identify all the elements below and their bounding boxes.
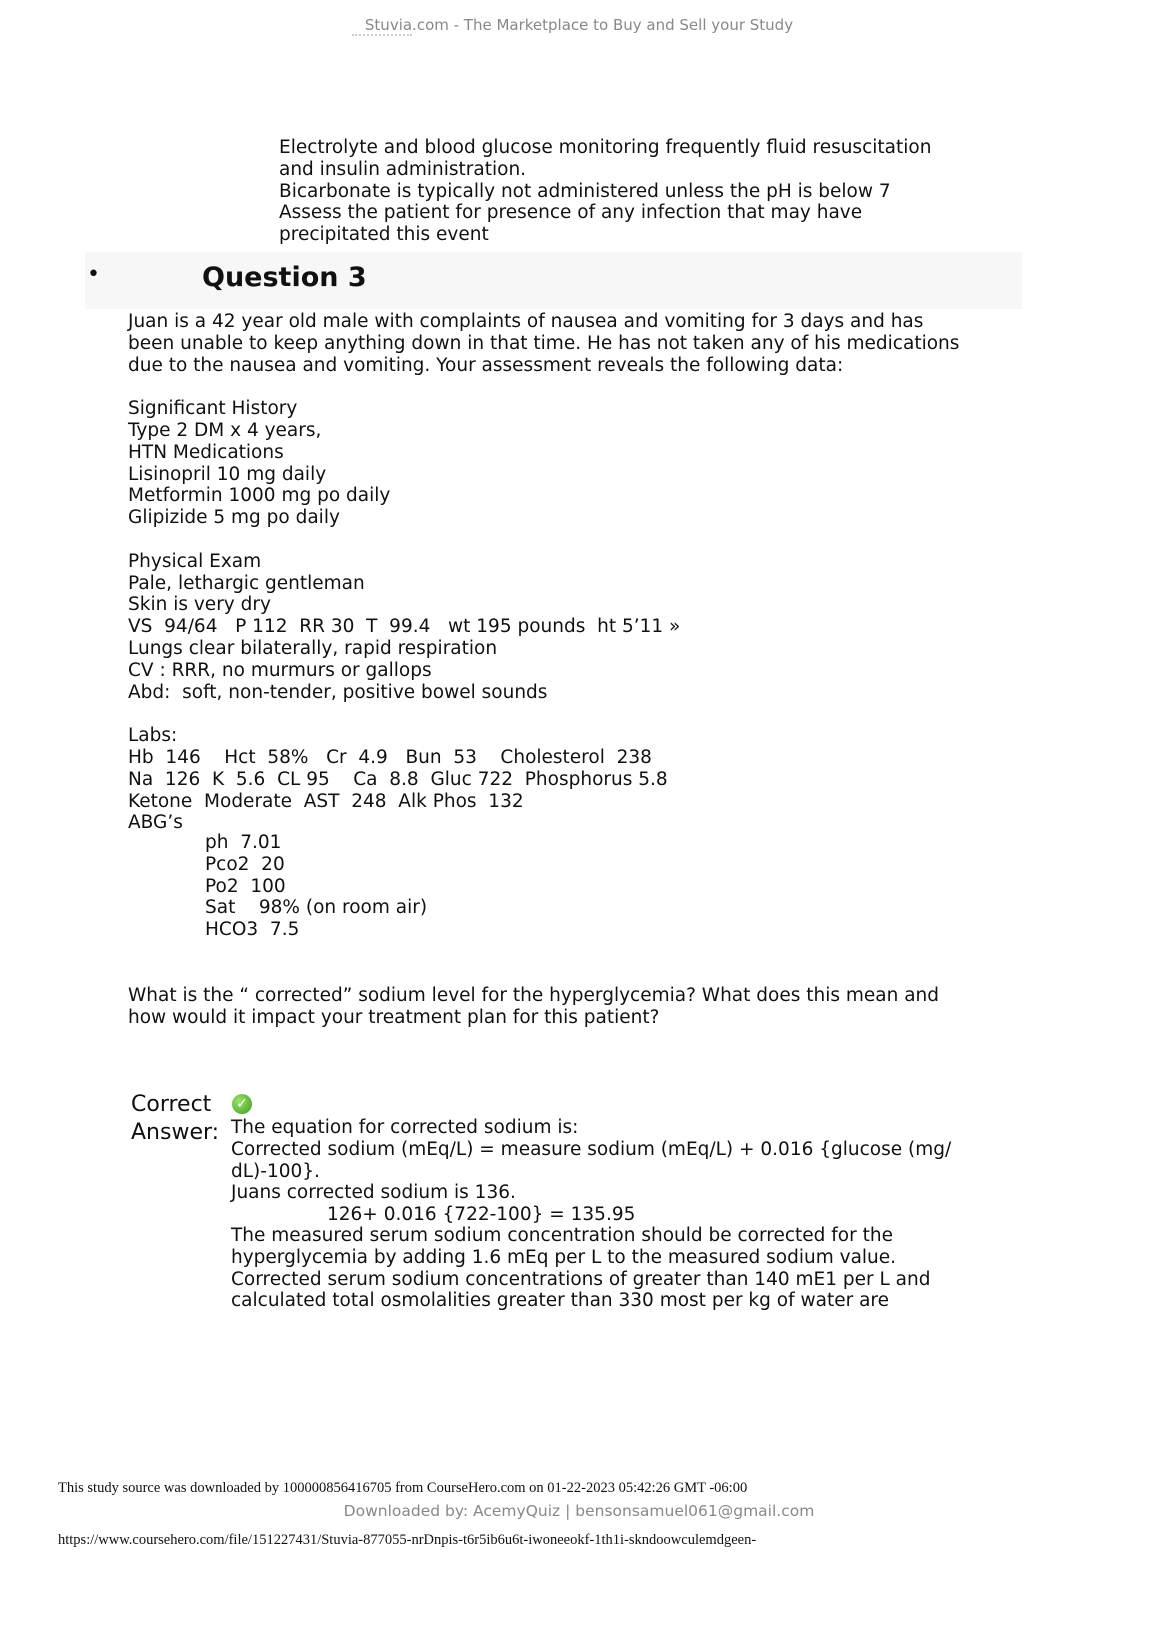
text-line: Juans corrected sodium is 136. bbox=[231, 1182, 516, 1204]
text-line: hyperglycemia by adding 1.6 mEq per L to the measured sodium value. bbox=[231, 1246, 897, 1268]
bullet: • bbox=[87, 262, 100, 287]
text-line: Juan is a 42 year old male with complaints of nausea and vomiting for 3 days and has bbox=[128, 311, 924, 332]
text-line: Corrected serum sodium concentrations of greater than 140 mE1 per L and bbox=[231, 1268, 931, 1290]
answer-explanation bbox=[231, 1225, 930, 1312]
text-line: Lisinopril 10 mg daily bbox=[128, 463, 327, 485]
question-prompt bbox=[128, 985, 939, 1029]
text-line: Significant History bbox=[128, 398, 298, 420]
text-line: ABG’s bbox=[128, 812, 183, 834]
text-line: Lungs clear bilaterally, rapid respiration bbox=[128, 637, 498, 659]
footer-source: This study source was downloaded by 100000856416705 from CourseHero.com on 01-22-2023 05:42:26 GMT -06:00 bbox=[58, 1480, 748, 1496]
text-line: Na 126 K 5.6 CL 95 Ca 8.8 Gluc 722 Phosphorus 5.8 bbox=[128, 768, 668, 790]
text-line: been unable to keep anything down in that time. He has not taken any of his medications bbox=[128, 332, 960, 354]
footer-url[interactable]: https://www.coursehero.com/file/151227431/Stuvia-877055-nrDnpis-t6r5ib6u6t-iwoneeokf-1th1i-skndoowculemdgeen- bbox=[58, 1532, 757, 1548]
text-line: Ketone Moderate AST 248 Alk Phos 132 bbox=[128, 790, 524, 812]
text-line: The equation for corrected sodium is: bbox=[231, 1117, 579, 1138]
text-line: Hb 146 Hct 58% Cr 4.9 Bun 53 Cholesterol 238 bbox=[128, 746, 652, 768]
text-line: Skin is very dry bbox=[128, 594, 271, 616]
check-circle-icon: ✓ bbox=[232, 1094, 252, 1114]
text-line: precipitated this event bbox=[279, 224, 489, 246]
text-line: Glipizide 5 mg po daily bbox=[128, 507, 340, 529]
text-line: how would it impact your treatment plan for this patient? bbox=[128, 1006, 660, 1028]
text-line bbox=[128, 376, 959, 398]
text-line: Bicarbonate is typically not administered unless the pH is below 7 bbox=[279, 180, 891, 202]
header-watermark: Stuvia.com - The Marketplace to Buy and Sell your Study bbox=[364, 16, 794, 34]
text-line: HCO3 7.5 bbox=[205, 919, 300, 941]
text-line bbox=[128, 703, 959, 725]
text-line: Po2 100 bbox=[205, 875, 286, 897]
answer-formula: 126+ 0.016 {722-100} = 135.95 bbox=[327, 1204, 636, 1225]
text-line: What is the “ corrected” sodium level for the hyperglycemia? What does this mean and bbox=[128, 985, 940, 1006]
text-line bbox=[128, 529, 959, 551]
text-line: Physical Exam bbox=[128, 550, 262, 572]
text-line: ph 7.01 bbox=[205, 832, 282, 853]
footer-downloaded-by: Downloaded by: AcemyQuiz | bensonsamuel061@gmail.com bbox=[343, 1502, 815, 1520]
correct-label: Correct bbox=[131, 1092, 212, 1117]
text-line: Corrected sodium (mEq/L) = measure sodium (mEq/L) + 0.016 {glucose (mg/ bbox=[231, 1138, 952, 1160]
text-line: Metformin 1000 mg po daily bbox=[128, 485, 391, 507]
text-line: VS 94/64 P 112 RR 30 T 99.4 wt 195 pounds ht 5’11 » bbox=[128, 616, 681, 638]
text-line: Pco2 20 bbox=[205, 853, 285, 875]
text-line: Electrolyte and blood glucose monitoring frequently fluid resuscitation bbox=[279, 137, 932, 158]
text-line: calculated total osmolalities greater than 330 most per kg of water are bbox=[231, 1290, 889, 1312]
question-body bbox=[128, 311, 959, 834]
text-line: HTN Medications bbox=[128, 441, 284, 463]
text-line: Type 2 DM x 4 years, bbox=[128, 419, 322, 441]
answer-label: Answer: bbox=[131, 1120, 220, 1145]
text-line: dL)-100}. bbox=[231, 1160, 320, 1182]
text-line: Labs: bbox=[128, 725, 178, 747]
text-line: The measured serum sodium concentration should be corrected for the bbox=[231, 1225, 893, 1246]
text-line: due to the nausea and vomiting. Your assessment reveals the following data: bbox=[128, 354, 844, 376]
abg-values bbox=[205, 832, 427, 941]
text-line: Sat 98% (on room air) bbox=[205, 897, 428, 919]
text-line: Pale, lethargic gentleman bbox=[128, 572, 365, 594]
answer-text bbox=[231, 1117, 951, 1204]
text-line: and insulin administration. bbox=[279, 158, 527, 180]
header-cutoff-text bbox=[352, 34, 412, 39]
text-line: Assess the patient for presence of any infection that may have bbox=[279, 202, 863, 224]
question-title: Question 3 bbox=[202, 262, 367, 293]
text-line: CV : RRR, no murmurs or gallops bbox=[128, 659, 432, 681]
text-line: Abd: soft, non-tender, positive bowel sounds bbox=[128, 681, 548, 703]
intro-text bbox=[279, 137, 931, 246]
